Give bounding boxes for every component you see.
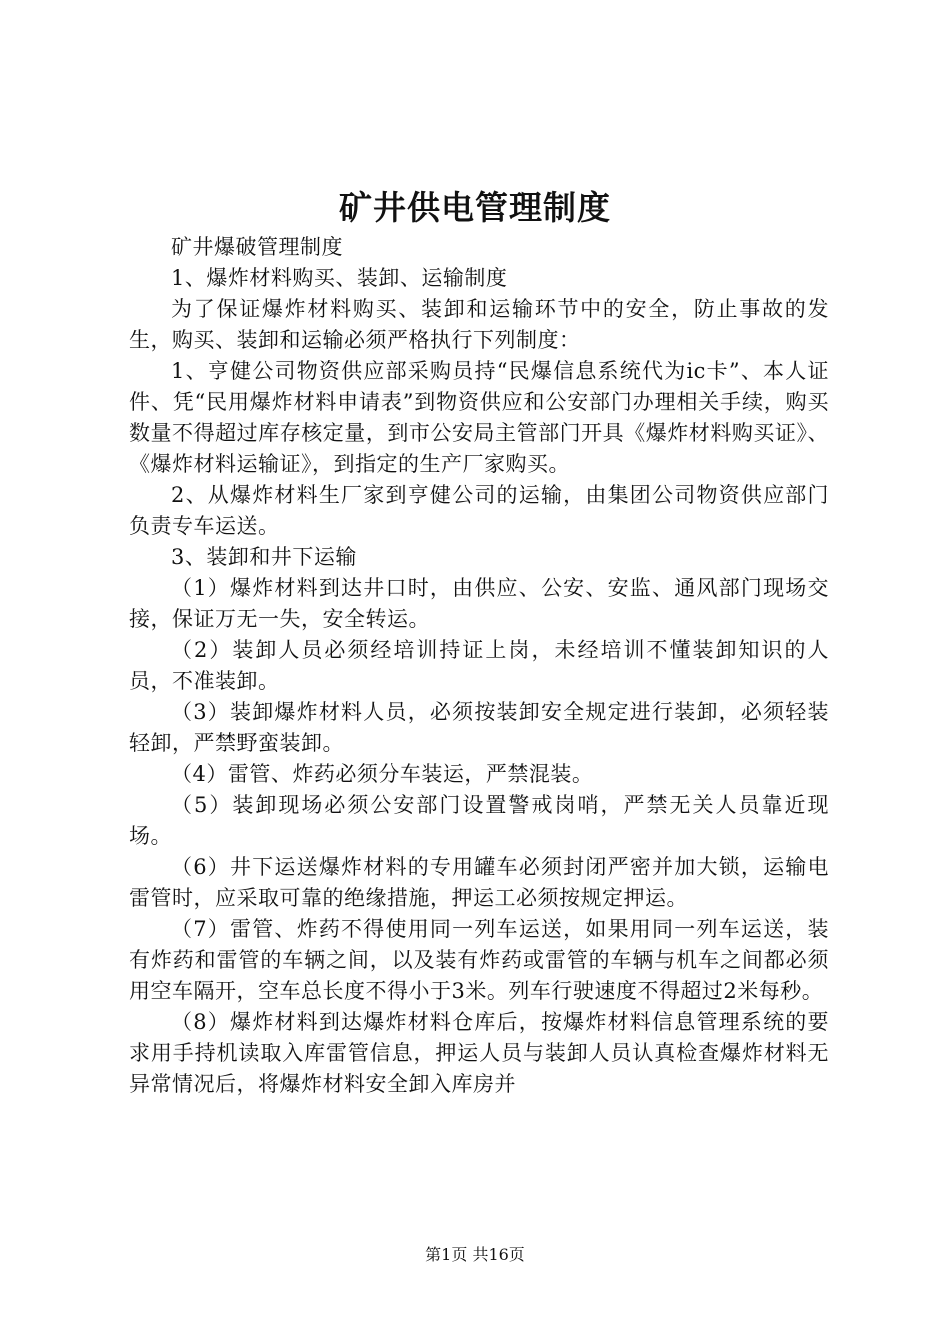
- paragraph: （7）雷管、炸药不得使用同一列车运送，如果用同一列车运送，装有炸药和雷管的车辆之间，以及装有炸药或雷管的车辆与机车之间都必须用空车隔开，空车总长度不得小于3米。列车行驶速度不得超过2米每秒。: [129, 917, 829, 1003]
- paragraph: 1、亨健公司物资供应部采购员持“民爆信息系统代为ic卡”、本人证件、凭“民用爆炸材料申请表”到物资供应和公安部门办理相关手续，购买数量不得超过库存核定量，到市公安局主管部门开具《爆炸材料购买证》、《爆炸材料运输证》，到指定的生产厂家购买。: [129, 359, 829, 476]
- page-number: 第1页 共16页: [425, 1245, 525, 1264]
- document-body: [129, 232, 829, 1100]
- paragraph: （3）装卸爆炸材料人员，必须按装卸安全规定进行装卸，必须轻装轻卸，严禁野蛮装卸。: [129, 700, 829, 755]
- paragraph: （5）装卸现场必须公安部门设置警戒岗哨，严禁无关人员靠近现场。: [129, 793, 829, 848]
- paragraph: （2）装卸人员必须经培训持证上岗，未经培训不懂装卸知识的人员，不准装卸。: [129, 638, 829, 693]
- paragraph: （4）雷管、炸药必须分车装运，严禁混装。: [171, 762, 594, 786]
- paragraph: 矿井爆破管理制度: [171, 235, 343, 259]
- paragraph: 2、从爆炸材料生厂家到亨健公司的运输，由集团公司物资供应部门负责专车运送。: [129, 483, 829, 538]
- paragraph: （8）爆炸材料到达爆炸材料仓库后，按爆炸材料信息管理系统的要求用手持机读取入库雷管信息，押运人员与装卸人员认真检查爆炸材料无异常情况后，将爆炸材料安全卸入库房并: [129, 1010, 829, 1096]
- paragraph: 为了保证爆炸材料购买、装卸和运输环节中的安全，防止事故的发生，购买、装卸和运输必须严格执行下列制度：: [129, 297, 829, 352]
- paragraph: 1、爆炸材料购买、装卸、运输制度: [171, 266, 508, 290]
- document-title: 矿井供电管理制度: [339, 188, 611, 227]
- paragraph: （1）爆炸材料到达井口时，由供应、公安、安监、通风部门现场交接，保证万无一失，安全转运。: [129, 576, 829, 631]
- paragraph: （6）井下运送爆炸材料的专用罐车必须封闭严密并加大锁，运输电雷管时，应采取可靠的绝缘措施，押运工必须按规定押运。: [129, 855, 829, 910]
- paragraph: 3、装卸和井下运输: [171, 545, 357, 569]
